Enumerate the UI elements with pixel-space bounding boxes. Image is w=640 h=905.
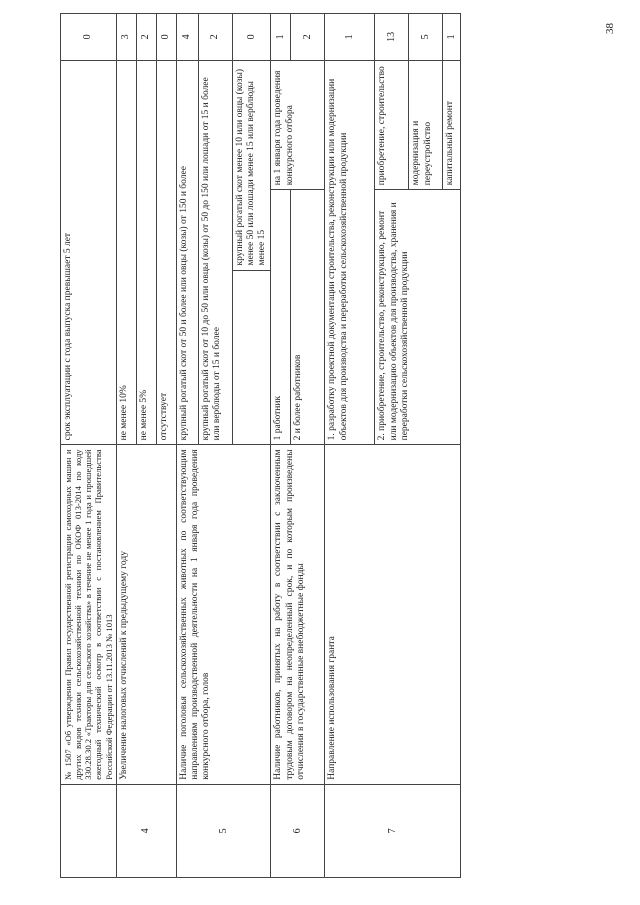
option-cell: крупный рогатый скот менее 10 или овцы (козы) менее 50 или лошади менее 15 или верблюды менее 15 <box>232 60 271 270</box>
option-cell: не менее 5% <box>136 60 156 445</box>
option-cell: отсутствует <box>156 60 176 445</box>
row-number: 4 <box>116 784 176 877</box>
empty-cell <box>232 270 271 445</box>
criterion-cell: Наличие поголовья сельскохозяйственных животных по соответствующим направлениям производственной деятельности на 1 января года проведения конкурсного отбора, голов <box>176 445 271 784</box>
option-subnote: на 1 января года проведения конкурсного отбора <box>271 60 325 190</box>
points-cell: 4 <box>176 14 198 61</box>
points-cell: 2 <box>136 14 156 61</box>
points-cell: 0 <box>156 14 176 61</box>
criterion-cell: Наличие работников, принятых на работу в соответствии с заключенным трудовым договором на неопределенный срок, и по которым произведены отчисления в государственные внебюджетные фонды <box>271 445 325 784</box>
criterion-cell: Увеличение налоговых отчислений к предыдущему году <box>116 445 176 784</box>
points-cell: 3 <box>116 14 136 61</box>
points-cell: 2 <box>198 14 232 61</box>
sub-option-cell: капитальный ремонт <box>443 60 461 190</box>
points-cell: 5 <box>409 14 443 61</box>
points-cell: 2 <box>291 14 325 61</box>
points-cell: 13 <box>375 14 409 61</box>
table-row <box>116 14 136 878</box>
criterion-cell: Направление использования гранта <box>325 445 461 784</box>
points-cell: 1 <box>271 14 291 61</box>
row-number: 5 <box>176 784 271 877</box>
table-row <box>61 14 117 878</box>
points-cell: 1 <box>325 14 375 61</box>
option-cell: крупный рогатый скот от 10 до 50 или овцы (козы) от 50 до 150 или лошади от 15 и более или верблюды от 15 и более <box>198 60 232 445</box>
option-cell: 2. приобретение, строительство, реконструкцию, ремонт или модернизацию объектов для производства, хранения и переработки сельскохозяйственной продукции <box>375 190 461 445</box>
table-row <box>271 14 291 878</box>
table-row <box>176 14 198 878</box>
table-row <box>325 14 375 878</box>
points-cell: 1 <box>443 14 461 61</box>
row-number: 7 <box>325 784 461 877</box>
option-cell: 1. разработку проектной документации строительства, реконструкции или модернизации объектов для производства и переработки сельскохозяйственной продукции <box>325 60 375 445</box>
points-cell: 0 <box>61 14 117 61</box>
row-number <box>61 784 117 877</box>
rotated-table-sheet <box>60 13 580 878</box>
option-cell: крупный рогатый скот от 50 и более или овцы (козы) от 150 и более <box>176 60 198 445</box>
sub-option-cell: приобретение, строительство <box>375 60 409 190</box>
criterion-cell: № 1507 «Об утверждении Правил государственной регистрации самоходных машин и других видов техники сельскохозяйственной техники по ОКОФ 013-2014 по коду 330.28.30.2 «Тракторы для сельского хозяйства» в течение не менее 1 года и прошедшей ежегодный технический осмотр в соответствии с постановлением Правительства Российской Федерации от 13.11.2013 № 1013 <box>61 445 117 784</box>
option-cell: 1 работник <box>271 190 291 445</box>
criteria-table <box>60 13 461 878</box>
option-cell: срок эксплуатации с года выпуска превышает 5 лет <box>61 60 117 445</box>
page-number: 38 <box>604 23 616 34</box>
sub-option-cell: модернизация и переустройство <box>409 60 443 190</box>
points-cell: 0 <box>232 14 271 61</box>
row-number: 6 <box>271 784 325 877</box>
option-cell: не менее 10% <box>116 60 136 445</box>
option-cell: 2 и более работников <box>291 190 325 445</box>
